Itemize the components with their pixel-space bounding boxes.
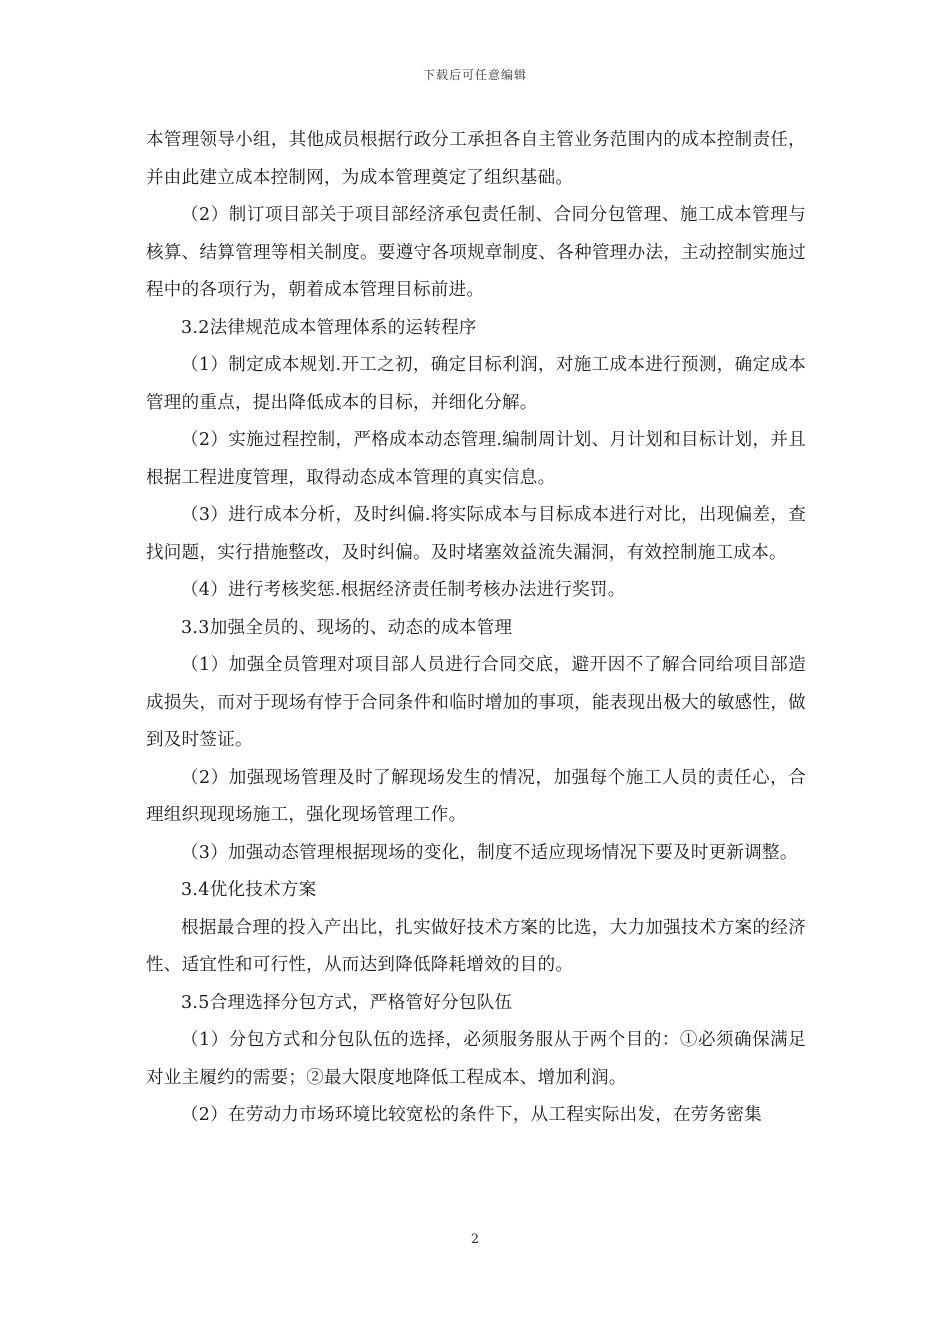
section-heading: 3.5合理选择分包方式，严格管好分包队伍 xyxy=(181,992,513,1013)
paragraph: （3）加强动态管理根据现场的变化，制度不适应现场情况下要及时更新调整。 xyxy=(181,842,798,863)
paragraph: （3）进行成本分析，及时纠偏.将实际成本与目标成本进行对比，出现偏差，查找问题，实行措施整改，及时纠偏。及时堵塞效益流失漏洞，有效控制施工成本。 xyxy=(146,505,806,563)
paragraph: （2）制订项目部关于项目部经济承包责任制、合同分包管理、施工成本管理与核算、结算管理等相关制度。要遵守各项规章制度、各种管理办法，主动控制实施过程中的各项行为，朝着成本管理目标前进。 xyxy=(146,205,806,300)
paragraph: （1）加强全员管理对项目部人员进行合同交底，避开因不了解合同给项目部造成损失，而对于现场有悖于合同条件和临时增加的事项，能表现出极大的敏感性，做到及时签证。 xyxy=(146,655,806,750)
paragraph: （4）进行考核奖惩.根据经济责任制考核办法进行奖罚。 xyxy=(181,580,626,600)
paragraph: 本管理领导小组，其他成员根据行政分工承担各自主管业务范围内的成本控制责任，并由此建立成本控制网，为成本管理奠定了组织基础。 xyxy=(146,130,806,188)
section-heading: 3.3加强全员的、现场的、动态的成本管理 xyxy=(181,617,513,638)
paragraph: （2）实施过程控制，严格成本动态管理.编制周计划、月计划和目标计划，并且根据工程进度管理，取得动态成本管理的真实信息。 xyxy=(146,430,806,488)
paragraph: 根据最合理的投入产出比，扎实做好技术方案的比选，大力加强技术方案的经济性、适宜性和可行性，从而达到降低降耗增效的目的。 xyxy=(146,917,806,975)
paragraph: （1）制定成本规划.开工之初，确定目标利润，对施工成本进行预测，确定成本管理的重点，提出降低成本的目标，并细化分解。 xyxy=(146,355,806,413)
section-heading: 3.4优化技术方案 xyxy=(181,880,317,900)
paragraph: （1）分包方式和分包队伍的选择，必须服务服从于两个目的：①必须确保满足对业主履约的需要；②最大限度地降低工程成本、增加利润。 xyxy=(146,1030,806,1088)
document-body xyxy=(146,122,806,1135)
paragraph: （2）加强现场管理及时了解现场发生的情况，加强每个施工人员的责任心，合理组织现现场施工，强化现场管理工作。 xyxy=(146,767,806,825)
paragraph: （2）在劳动力市场环境比较宽松的条件下，从工程实际出发，在劳务密集 xyxy=(181,1105,763,1125)
page-number: 2 xyxy=(470,1232,480,1247)
section-heading: 3.2法律规范成本管理体系的运转程序 xyxy=(181,317,477,338)
page-header: 下载后可任意编辑 xyxy=(422,68,527,82)
